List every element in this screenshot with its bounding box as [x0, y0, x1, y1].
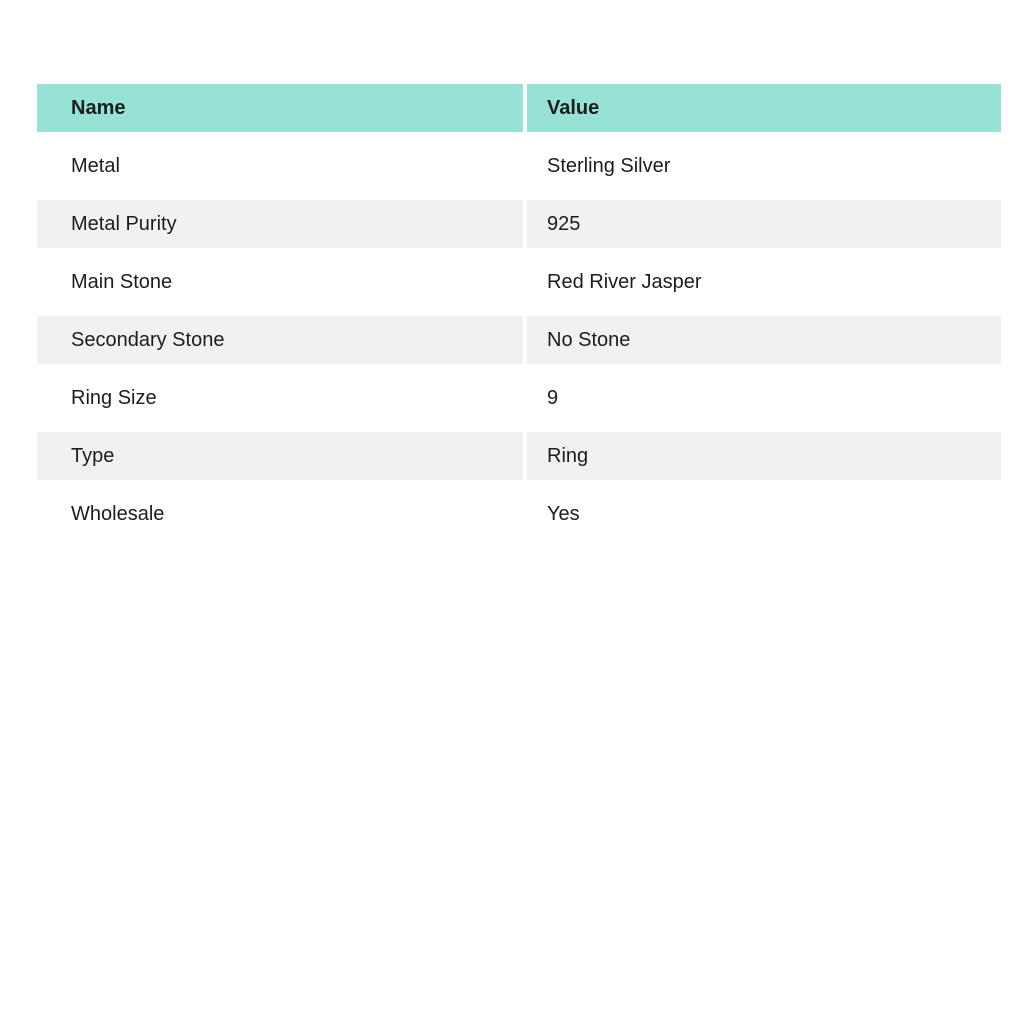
attribute-name-cell: Ring Size [37, 374, 527, 432]
attribute-name-cell: Metal [37, 142, 527, 200]
attribute-value-cell: 925 [527, 200, 1001, 258]
table-row [37, 316, 1001, 374]
attribute-name-cell: Wholesale [37, 490, 527, 548]
attribute-name-cell: Main Stone [37, 258, 527, 316]
attribute-name-cell: Metal Purity [37, 200, 527, 258]
column-header-value: Value [527, 84, 1001, 142]
table-row [37, 374, 1001, 432]
attribute-name-cell: Secondary Stone [37, 316, 527, 374]
table-row [37, 258, 1001, 316]
attribute-value-cell: No Stone [527, 316, 1001, 374]
attribute-value-cell: Ring [527, 432, 1001, 490]
column-header-name: Name [37, 84, 527, 142]
product-attributes-table [37, 84, 1001, 548]
header-row [37, 84, 1001, 142]
table-row [37, 200, 1001, 258]
attribute-value-cell: 9 [527, 374, 1001, 432]
table-row [37, 142, 1001, 200]
attribute-value-cell: Red River Jasper [527, 258, 1001, 316]
attribute-name-cell: Type [37, 432, 527, 490]
table-row [37, 432, 1001, 490]
attribute-value-cell: Yes [527, 490, 1001, 548]
table-row [37, 490, 1001, 548]
attribute-value-cell: Sterling Silver [527, 142, 1001, 200]
